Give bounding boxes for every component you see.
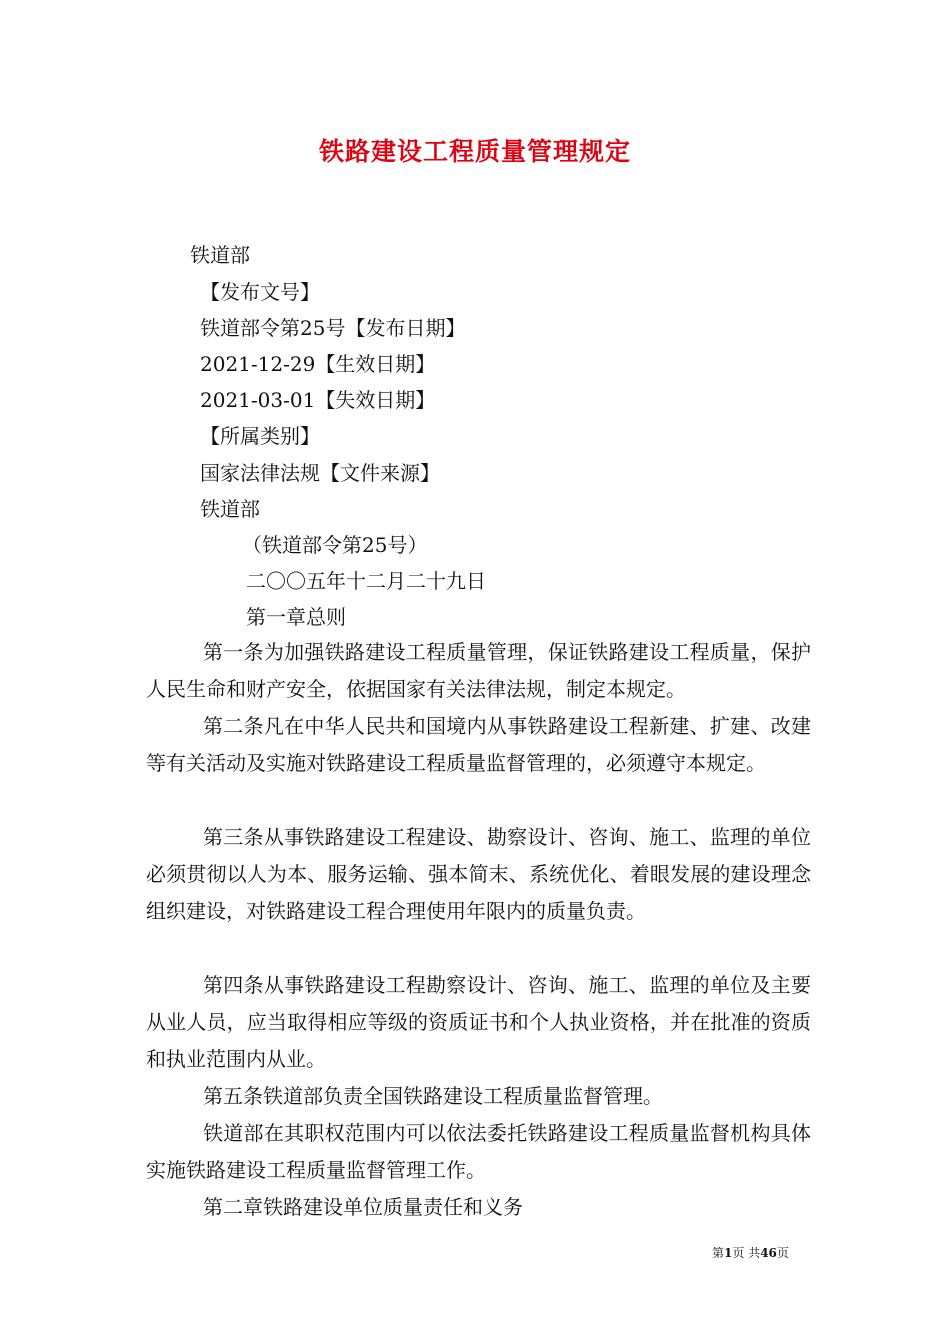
decree-number: （铁道部令第25号） xyxy=(242,533,428,557)
footer-current-page: 1 xyxy=(724,1246,733,1260)
article-5: 第五条铁道部负责全国铁路建设工程质量监督管理。 xyxy=(203,1084,663,1108)
article-3: 第三条从事铁路建设工程建设、勘察设计、咨询、施工、监理的单位必须贯彻以人为本、服务运输、强本简末、系统优化、着眼发展的建设理念组织建设，对铁路建设工程合理使用年限内的质量负责。 xyxy=(146,825,811,923)
meta-issue-date: 2021-12-29【生效日期】 xyxy=(200,352,436,376)
decree-date: 二〇〇五年十二月二十九日 xyxy=(246,569,486,593)
page-footer xyxy=(712,1244,789,1261)
footer-middle: 页 共 xyxy=(732,1246,761,1260)
article-1: 第一条为加强铁路建设工程质量管理，保证铁路建设工程质量，保护人民生命和财产安全，依据国家有关法律法规，制定本规定。 xyxy=(146,640,811,701)
chapter-heading: 第一章总则 xyxy=(246,605,346,629)
footer-prefix: 第 xyxy=(712,1246,725,1260)
meta-category: 国家法律法规【文件来源】 xyxy=(200,461,440,485)
article-5-continued: 铁道部在其职权范围内可以依法委托铁路建设工程质量监督机构具体实施铁路建设工程质量监督管理工作。 xyxy=(146,1121,811,1182)
meta-category-label: 【所属类别】 xyxy=(200,424,320,448)
footer-total-pages: 46 xyxy=(760,1246,777,1260)
meta-effective-date: 2021-03-01【失效日期】 xyxy=(200,388,436,412)
article-2: 第二条凡在中华人民共和国境内从事铁路建设工程新建、扩建、改建等有关活动及实施对铁路建设工程质量监督管理的，必须遵守本规定。 xyxy=(146,714,811,775)
document-title: 铁路建设工程质量管理规定 xyxy=(318,137,631,166)
article-4: 第四条从事铁路建设工程勘察设计、咨询、施工、监理的单位及主要从业人员，应当取得相应等级的资质证书和个人执业资格，并在批准的资质和执业范围内从业。 xyxy=(146,973,811,1071)
meta-document-number-label: 【发布文号】 xyxy=(200,280,320,304)
meta-source: 铁道部 xyxy=(200,497,260,521)
footer-suffix: 页 xyxy=(776,1246,789,1260)
chapter-2-heading: 第二章铁路建设单位质量责任和义务 xyxy=(203,1195,523,1219)
meta-issuer: 铁道部 xyxy=(190,243,250,267)
meta-document-number: 铁道部令第25号【发布日期】 xyxy=(200,316,466,340)
